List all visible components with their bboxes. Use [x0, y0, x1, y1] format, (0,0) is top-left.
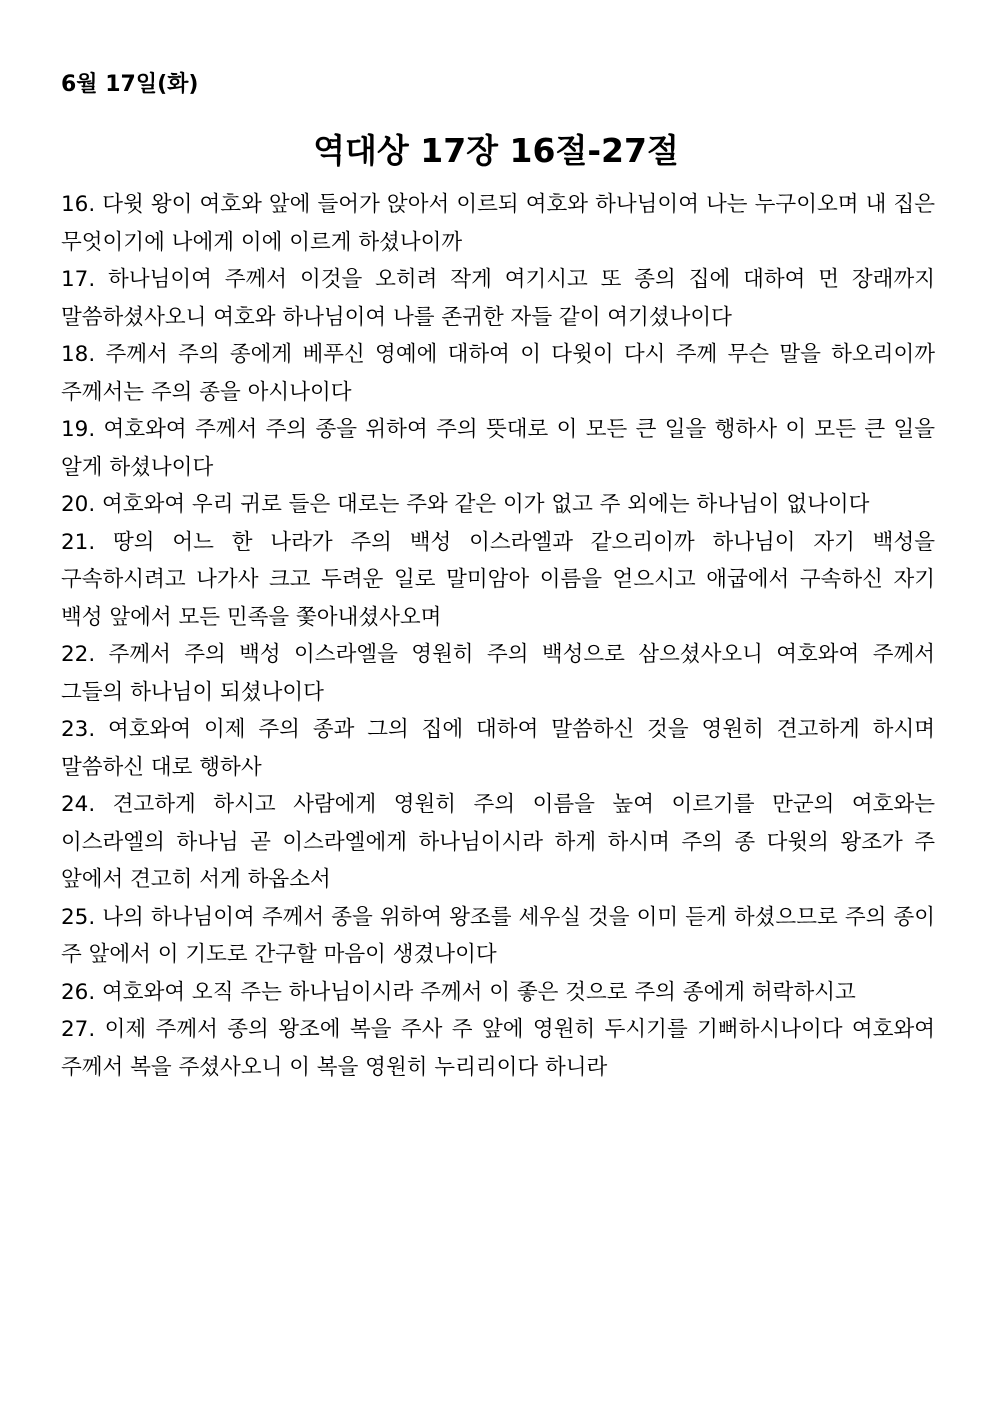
- verse-27: 27. 이제 주께서 종의 왕조에 복을 주사 주 앞에 영원히 두시기를 기뻐하시나이다 여호와여 주께서 복을 주셨사오니 이 복을 영원히 누리리이다 하니라: [61, 1017, 935, 1080]
- verse-25: 25. 나의 하나님이여 주께서 종을 위하여 왕조를 세우실 것을 이미 듣게 하셨으므로 주의 종이 주 앞에서 이 기도로 간구할 마음이 생겼나이다: [61, 904, 935, 967]
- verse-24: 24. 견고하게 하시고 사람에게 영원히 주의 이름을 높여 이르기를 만군의 여호와는 이스라엘의 하나님 곧 이스라엘에게 하나님이시라 하게 하시며 주의 종 다윗의 왕조가 주 앞에서 견고히 서게 하옵소서: [61, 792, 935, 892]
- verse-20: 20. 여호와여 우리 귀로 들은 대로는 주와 같은 이가 없고 주 외에는 하나님이 없나이다: [61, 492, 870, 517]
- verse-18: 18. 주께서 주의 종에게 베푸신 영예에 대하여 이 다윗이 다시 주께 무슨 말을 하오리이까 주께서는 주의 종을 아시나이다: [61, 342, 935, 405]
- verse-17: 17. 하나님이여 주께서 이것을 오히려 작게 여기시고 또 종의 집에 대하여 먼 장래까지 말씀하셨사오니 여호와 하나님이여 나를 존귀한 자들 같이 여기셨나이다: [61, 267, 935, 330]
- verse-23: 23. 여호와여 이제 주의 종과 그의 집에 대하여 말씀하신 것을 영원히 견고하게 하시며 말씀하신 대로 행하사: [61, 717, 935, 780]
- date-heading: 6월 17일(화): [61, 72, 199, 97]
- verse-21: 21. 땅의 어느 한 나라가 주의 백성 이스라엘과 같으리이까 하나님이 자기 백성을 구속하시려고 나가사 크고 두려운 일로 말미암아 이름을 얻으시고 애굽에서 구속하신 자기 백성 앞에서 모든 민족을 쫓아내셨사오며: [61, 529, 935, 630]
- verse-22: 22. 주께서 주의 백성 이스라엘을 영원히 주의 백성으로 삼으셨사오니 여호와여 주께서 그들의 하나님이 되셨나이다: [61, 642, 935, 705]
- page-title: 역대상 17장 16절-27절: [313, 131, 679, 170]
- verse-list: [61, 186, 935, 1086]
- verse-26: 26. 여호와여 오직 주는 하나님이시라 주께서 이 좋은 것으로 주의 종에게 허락하시고: [61, 979, 856, 1005]
- verse-16: 16. 다윗 왕이 여호와 앞에 들어가 앉아서 이르되 여호와 하나님이여 나는 누구이오며 내 집은 무엇이기에 나에게 이에 이르게 하셨나이까: [61, 192, 935, 255]
- verse-19: 19. 여호와여 주께서 주의 종을 위하여 주의 뜻대로 이 모든 큰 일을 행하사 이 모든 큰 일을 알게 하셨나이다: [61, 417, 935, 480]
